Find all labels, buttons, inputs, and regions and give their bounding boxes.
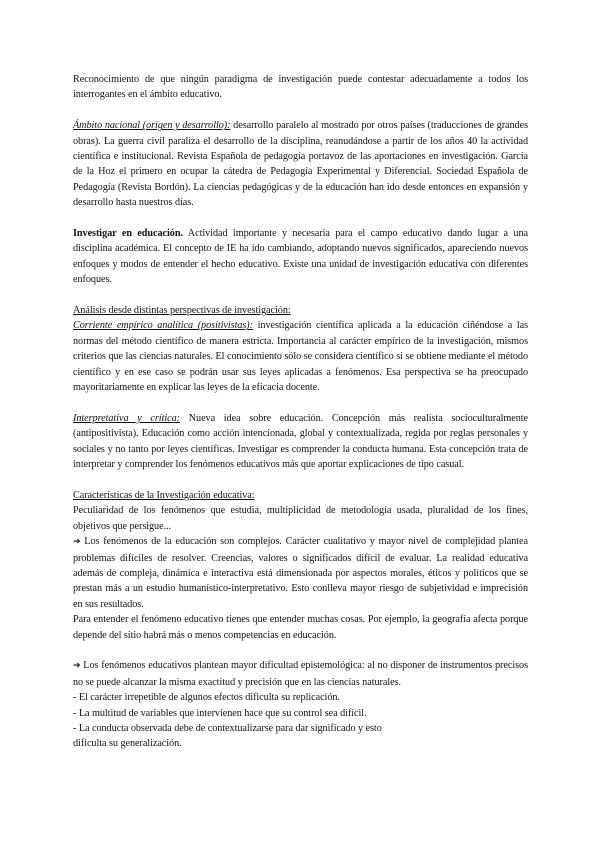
- list-item-irrepetible: - El carácter irrepetible de algunos efectos dificulta su replicación.: [73, 692, 340, 704]
- epistemologica-text: Los fenómenos educativos plantean mayor dificultad epistemológica: al no disponer de instrumentos precisos no se puede alcanzar la misma exactitud y precisión que en las ciencias naturales.: [73, 660, 528, 688]
- empirico-analitica-text: investigación científica aplicada a la educación ciñéndose a las normas del método científico de manera estricta. Importancia al carácter empírico de la investigación, mismos criterios que las ciencias naturales. El conocimiento sólo se considera científico si se obtiene mediante el método científico y en ese caso se podrán usar sus leyes aplicadas a fenómenos. Esa perspectiva se ha preocupado mayoritariamente en explicar las leyes de la eficacia docente.: [73, 320, 529, 394]
- arrow-icon: ➔: [73, 537, 81, 548]
- section-heading-caracteristicas: Características de la Investigación educativa:: [73, 489, 255, 501]
- paragraph-empirico-analitica: [73, 318, 528, 395]
- paragraph-entender: Para entender el fenómeno educativo tienes que entender muchas cosas. Por ejemplo, la geografía afecta porque depende del sitio habrá más o menos competencias en educación.: [73, 614, 528, 641]
- empirico-analitica-heading: Corriente empírico analítica (positivistas):: [73, 320, 253, 332]
- paragraph-complejos: [73, 534, 528, 612]
- paragraph-epistemologica: [73, 658, 528, 690]
- investigar-heading: Investigar en educación.: [73, 228, 183, 240]
- ambito-nacional-heading: Ámbito nacional (origen y desarrollo):: [73, 120, 231, 132]
- paragraph-interpretativa: [73, 411, 528, 473]
- paragraph-investigar: [73, 226, 528, 288]
- list-item-contexto-cont: dificulta su generalización.: [73, 738, 182, 750]
- list-item-variables: - La multitud de variables que intervienen hace que su control sea difícil.: [73, 707, 367, 719]
- paragraph-paradigm: Reconocimiento de que ningún paradigma de investigación puede contestar adecuadamente a todos los interrogantes en el ámbito educativo.: [73, 74, 528, 101]
- interpretativa-heading: Interpretativa y crítica:: [73, 412, 180, 424]
- paragraph-peculiaridad: Peculiaridad de los fenómenos que estudia, multiplicidad de metodología usada, pluralidad de los fines, objetivos que persigue...: [73, 505, 528, 532]
- complejos-text: Los fenómenos de la educación son complejos. Carácter cualitativo y mayor nivel de complejidad plantea problemas difíciles de resolver. Creencias, valores o significados difícil de evaluar. La realidad educativa además de compleja, dinámica e interactiva está dimensionada por aspectos morales, éticos y políticos que se prestan más a un estudio humanístico-interpretativo. Esto conlleva mayor riesgo de subjetividad e imprecisión en sus resultados.: [73, 536, 528, 610]
- document-page: [73, 72, 528, 752]
- ambito-nacional-text: desarrollo paralelo al mostrado por otros países (traducciones de grandes obras). La guerra civil paraliza el desarrollo de la disciplina, reanudándose a partir de los años 40 la actividad científica e institucional. Revista Española de pedagogía portavoz de las aportaciones en investigación. García de la Hoz el primero en ocupar la cátedra de Pedagogía Experimental y Diferencial. Sociedad Española de Pedagogía (Revista Bordón). La ciencias pedagógicas y de la educación han ido desde entonces en expansión y desarrollo hasta nuestros días.: [73, 120, 528, 209]
- investigar-text: Actividad importante y necesaria para el campo educativo dando lugar a una disciplina académica. El concepto de IE ha ido cambiando, adoptando nuevos significados, apareciendo nuevos enfoques y modos de entender el hecho educativo. Existe una unidad de investigación educativa con diferentes enfoques.: [73, 228, 528, 286]
- interpretativa-text: Nueva idea sobre educación. Concepción más realista socioculturalmente (antipositivista). Educación como acción intencionada, global y contextualizada, regida por reglas personales y sociales y no tanto por leyes científicas. Investigar es comprender la conducta humana. Esta concepción trata de interpretar y comprender los fenómenos educativos más que aportar explicaciones de tipo casual.: [73, 412, 529, 471]
- arrow-icon: ➔: [73, 661, 81, 672]
- list-item-contexto: - La conducta observada debe de contextualizarse para dar significado y esto: [73, 722, 382, 734]
- section-heading-perspectivas: Análisis desde distintas perspectivas de investigación:: [73, 305, 291, 317]
- paragraph-ambito-nacional: [73, 118, 528, 210]
